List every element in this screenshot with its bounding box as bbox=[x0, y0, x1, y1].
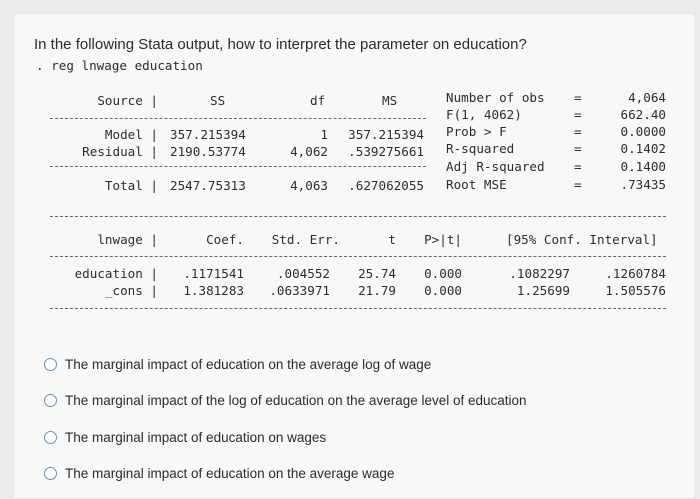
coef-row-p: 0.000 bbox=[424, 266, 462, 281]
coef-row-t: 25.74 bbox=[358, 266, 396, 281]
anova-row-source: Residual | bbox=[82, 144, 158, 159]
coef-header-coef: Coef. bbox=[206, 232, 244, 247]
coef-row-ci-high: .1260784 bbox=[605, 266, 666, 281]
fit-stat-eq: = bbox=[574, 107, 582, 122]
coef-row-t: 21.79 bbox=[358, 283, 396, 298]
coef-row-coef: .1171541 bbox=[183, 266, 244, 281]
fit-stat-eq: = bbox=[574, 141, 582, 156]
coef-header-t: t bbox=[388, 232, 396, 247]
stata-command: . reg lnwage education bbox=[36, 58, 203, 73]
anova-row-ms: 357.215394 bbox=[348, 127, 424, 142]
radio-button-icon[interactable] bbox=[44, 394, 57, 407]
answer-option[interactable] bbox=[44, 427, 326, 447]
answer-option-label: The marginal impact of the log of education on the average level of education bbox=[65, 392, 527, 408]
coef-row-ci-high: 1.505576 bbox=[605, 283, 666, 298]
fit-stat-value: 0.1402 bbox=[620, 141, 666, 156]
fit-stat-eq: = bbox=[574, 159, 582, 174]
fit-stat-value: .73435 bbox=[620, 177, 666, 192]
answer-option-label: The marginal impact of education on the average log of wage bbox=[65, 356, 432, 372]
answer-option-label: The marginal impact of education on the average wage bbox=[65, 465, 395, 481]
question-text: In the following Stata output, how to interpret the parameter on education? bbox=[34, 36, 527, 53]
anova-row-source: Total | bbox=[104, 178, 158, 193]
anova-row-df: 4,062 bbox=[290, 144, 328, 159]
fit-stat-value: 662.40 bbox=[620, 107, 666, 122]
fit-stat-value: 0.1400 bbox=[620, 159, 666, 174]
anova-row-ms: .627062055 bbox=[348, 178, 424, 193]
anova-row-df: 1 bbox=[320, 127, 328, 142]
anova-header-df: df bbox=[310, 93, 326, 108]
anova-header-rule bbox=[50, 118, 426, 119]
coef-row-var: _cons | bbox=[104, 283, 158, 298]
answer-option[interactable] bbox=[44, 354, 431, 374]
anova-row-ms: .539275661 bbox=[348, 144, 424, 159]
coef-top-rule bbox=[50, 216, 666, 217]
coef-row-p: 0.000 bbox=[424, 283, 462, 298]
fit-stat-label: Prob > F bbox=[446, 124, 507, 139]
anova-row-ss: 2547.75313 bbox=[170, 178, 246, 193]
anova-row-df: 4,063 bbox=[290, 178, 328, 193]
question-card bbox=[14, 14, 694, 498]
answer-option[interactable] bbox=[44, 463, 394, 483]
fit-stat-label: F(1, 4062) bbox=[446, 107, 522, 122]
coef-header-se: Std. Err. bbox=[271, 232, 340, 247]
coef-bottom-rule bbox=[50, 308, 666, 309]
radio-button-icon[interactable] bbox=[44, 467, 57, 480]
coef-header-rule bbox=[50, 256, 666, 257]
fit-stat-label: Number of obs bbox=[446, 90, 545, 105]
fit-stat-eq: = bbox=[574, 124, 582, 139]
radio-button-icon[interactable] bbox=[44, 358, 57, 371]
coef-row-ci-low: 1.25699 bbox=[516, 283, 570, 298]
anova-row-ss: 2190.53774 bbox=[170, 144, 246, 159]
fit-stat-value: 0.0000 bbox=[620, 124, 666, 139]
fit-stat-label: R-squared bbox=[446, 141, 515, 156]
coef-header-var: lnwage | bbox=[97, 232, 158, 247]
fit-stat-value: 4,064 bbox=[628, 90, 666, 105]
coef-row-se: .004552 bbox=[276, 266, 330, 281]
anova-header-ms: MS bbox=[382, 93, 398, 108]
radio-button-icon[interactable] bbox=[44, 431, 57, 444]
coef-row-se: .0633971 bbox=[269, 283, 330, 298]
fit-stat-eq: = bbox=[574, 90, 582, 105]
anova-header-source: Source | bbox=[97, 93, 158, 108]
anova-total-rule bbox=[50, 166, 426, 167]
answer-option-label: The marginal impact of education on wages bbox=[65, 429, 327, 445]
anova-header-ss: SS bbox=[210, 93, 226, 108]
fit-stat-label: Root MSE bbox=[446, 177, 507, 192]
coef-header-ci: [95% Conf. Interval] bbox=[506, 232, 658, 247]
anova-row-ss: 357.215394 bbox=[170, 127, 246, 142]
fit-stat-label: Adj R-squared bbox=[446, 159, 545, 174]
coef-row-coef: 1.381283 bbox=[183, 283, 244, 298]
answer-option[interactable] bbox=[44, 390, 527, 410]
coef-row-ci-low: .1082297 bbox=[509, 266, 570, 281]
anova-row-source: Model | bbox=[104, 127, 158, 142]
coef-header-p: P>|t| bbox=[424, 232, 462, 247]
fit-stat-eq: = bbox=[574, 177, 582, 192]
coef-row-var: education | bbox=[74, 266, 158, 281]
